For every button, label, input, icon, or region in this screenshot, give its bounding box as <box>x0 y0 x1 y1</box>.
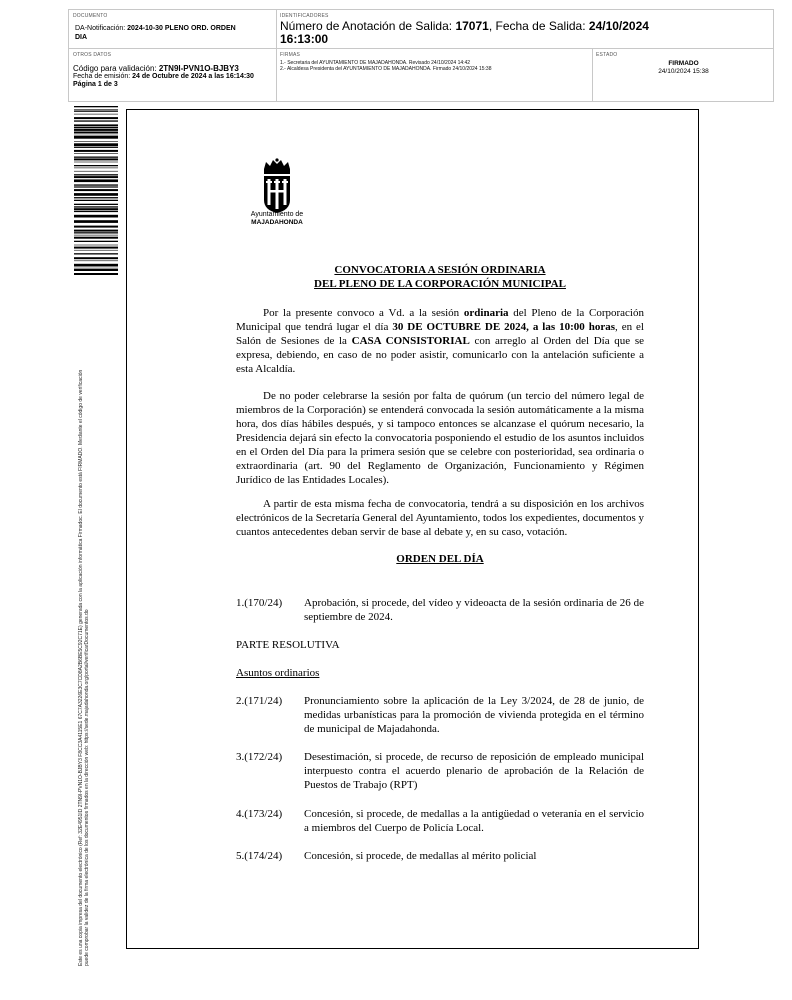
paragraph-3 <box>236 497 644 539</box>
p1-text-a: Por la presente convoco a Vd. a la sesión <box>263 307 464 319</box>
agenda-item-1 <box>236 596 644 624</box>
estado-cell <box>593 49 774 102</box>
firmas-cell <box>277 49 593 102</box>
estado-date: 24/10/2024 15:38 <box>658 68 709 75</box>
paragraph-1 <box>236 306 644 376</box>
p2-text: De no poder celebrarse la sesión por falta de quórum (un tercio del número legal de miembros de la Corporación) se entenderá convocada la sesión automáticamente a la misma hora, dos días hábiles después, y si tampoco entonces se alcanzase el quórum necesario, la Presidencia dejará sin efecto la convocatoria posponiendo el estudio de los asuntos incluidos en el Orden del Día para la primera sesión que se celebre con posterioridad, sea ordinaria o extraordinaria (art. 90 del Reglamento de Organización, Funcionamiento y Régimen Jurídico de las Entidades Locales). <box>236 390 644 486</box>
identificadores-caption: IDENTIFICADORES <box>280 13 329 19</box>
fecha-emision-label: Fecha de emisión: <box>73 73 133 80</box>
firma-1: 1.- Secretaria del AYUNTAMIENTO DE MAJADAHONDA. Revisado 24/10/2024 14:42 <box>280 60 471 66</box>
p1-text-c: del Pleno de la Corporación Municipal que tendrá lugar el día <box>236 307 644 333</box>
agenda-item-text: Desestimación, si procede, de recurso de reposición de empleado municipal interpuesto contra el acuerdo plenario de aprobación de la Relación de Puestos de Trabajo (RPT) <box>304 751 644 791</box>
agenda-item-text: Pronunciamiento sobre la aplicación de la Ley 3/2024, de 28 de junio, de medidas urbanísticas para la promoción de vivienda protegida en el término de municipal de Majadahonda. <box>304 695 644 735</box>
p3-text: A partir de esta misma fecha de convocatoria, tendrá a su disposición en los archivos electrónicos de la Secretaría General del Ayuntamiento, todos los expedientes, documentos y cuantos antecedentes deban servir de base al debate y, en su caso, votación. <box>236 498 644 538</box>
estado-value: FIRMADO <box>668 60 699 67</box>
side-text-line-2: puede comprobar la validez de la firma electrónica de los documentos firmados en la dirección web: https://sede.majadahonda.org/portal/verificarDocumentos.do <box>84 609 90 966</box>
fecha-emision <box>73 73 272 81</box>
agenda-item-text: Concesión, si procede, de medallas al mérito policial <box>304 850 537 862</box>
document-header <box>68 9 774 102</box>
otros-datos-caption: OTROS DATOS <box>73 52 112 58</box>
agenda-item-number: 2.(171/24) <box>236 695 283 707</box>
documento-value <box>73 24 272 42</box>
pagina-count: Página 1 de 3 <box>73 81 118 88</box>
agenda-item-text: Aprobación, si procede, del vídeo y videoacta de la sesión ordinaria de 26 de septiembre de 2024. <box>304 597 644 623</box>
documento-caption: DOCUMENTO <box>73 13 108 19</box>
firmas-caption: FIRMAS <box>280 52 301 58</box>
parte-resolutiva-heading: PARTE RESOLUTIVA <box>236 639 340 651</box>
agenda-item-text: Concesión, si procede, de medallas a la antigüedad o veteranía en el servicio a miembros del Cuerpo de Policía Local. <box>304 808 644 834</box>
estado-caption: ESTADO <box>596 52 618 58</box>
firma-2: 2.- Alcaldesa Presidenta del AYUNTAMIENTO DE MAJADAHONDA. Firmado 24/10/2024 15:38 <box>280 66 492 72</box>
asuntos-ordinarios-heading: Asuntos ordinarios <box>236 667 320 679</box>
anotacion-number: 17071 <box>455 19 489 33</box>
documento-name-2: DIA <box>75 34 88 41</box>
documento-cell <box>69 10 277 49</box>
codigo-label: Código para validación: <box>73 64 159 73</box>
title-line-2: DEL PLENO DE LA CORPORACIÓN MUNICIPAL <box>314 278 566 290</box>
documento-type: DA-Notificación: <box>75 25 128 32</box>
p1-fecha-hora: 30 DE OCTUBRE DE 2024, a las 10:00 horas <box>392 321 615 333</box>
agenda-item-3 <box>236 750 644 792</box>
agenda-item-number: 1.(170/24) <box>236 597 283 609</box>
p1-ordinaria: ordinaria <box>463 307 509 319</box>
side-text-line-1: Este es una copia impresa del documento electrónico (Ref: 32E4951ID 2TN9I-PVN1O-BJBY3 F8CC3A4115E1 67C7A3226E3C7CD8A2B6BE5C92C71E) generada con la aplicación informática Firmadoc. El documento está FIRMADO. Mediante el código de verificación <box>78 369 84 966</box>
logo-text-majadahonda: MAJADAHONDA <box>251 219 303 226</box>
paragraph-2 <box>236 389 644 487</box>
identificadores-cell <box>277 10 774 49</box>
anotacion-salida <box>280 20 771 46</box>
agenda-item-5 <box>236 849 644 863</box>
fecha-salida-label: , Fecha de Salida: <box>488 19 589 33</box>
hora-salida-value: 16:13:00 <box>280 32 329 46</box>
agenda-item-4 <box>236 807 644 835</box>
anotacion-label: Número de Anotación de Salida: <box>280 19 456 33</box>
p1-casa-consistorial: CASA CONSISTORIAL <box>351 335 470 347</box>
logo-text-ayuntamiento: Ayuntamiento de <box>250 211 304 218</box>
side-verification-text <box>78 86 90 966</box>
orden-del-dia-title: ORDEN DEL DÍA <box>396 553 484 565</box>
documento-name-1: 2024-10-30 PLENO ORD. ORDEN <box>127 25 236 32</box>
p1-text-g: con arreglo al Orden del Día que se expresa, debiendo, en caso de no poder asistir, comunicarlo con la antelación suficiente a esta Alcaldía. <box>236 335 645 375</box>
codigo-validacion <box>73 64 272 73</box>
p1-text-e: , en el Salón de Sesiones de la <box>236 321 644 347</box>
agenda-item-number: 4.(173/24) <box>236 808 283 820</box>
agenda-item-number: 5.(174/24) <box>236 850 283 862</box>
agenda-item-number: 3.(172/24) <box>236 751 283 763</box>
fecha-salida-value: 24/10/2024 <box>588 19 649 33</box>
codigo-value: 2TN9I-PVN1O-BJBY3 <box>158 64 239 73</box>
title-line-1: CONVOCATORIA A SESIÓN ORDINARIA <box>334 264 546 276</box>
fecha-emision-value: 24 de Octubre de 2024 a las 16:14:30 <box>132 73 254 80</box>
otros-datos-cell <box>69 49 277 102</box>
agenda-item-2 <box>236 694 644 736</box>
